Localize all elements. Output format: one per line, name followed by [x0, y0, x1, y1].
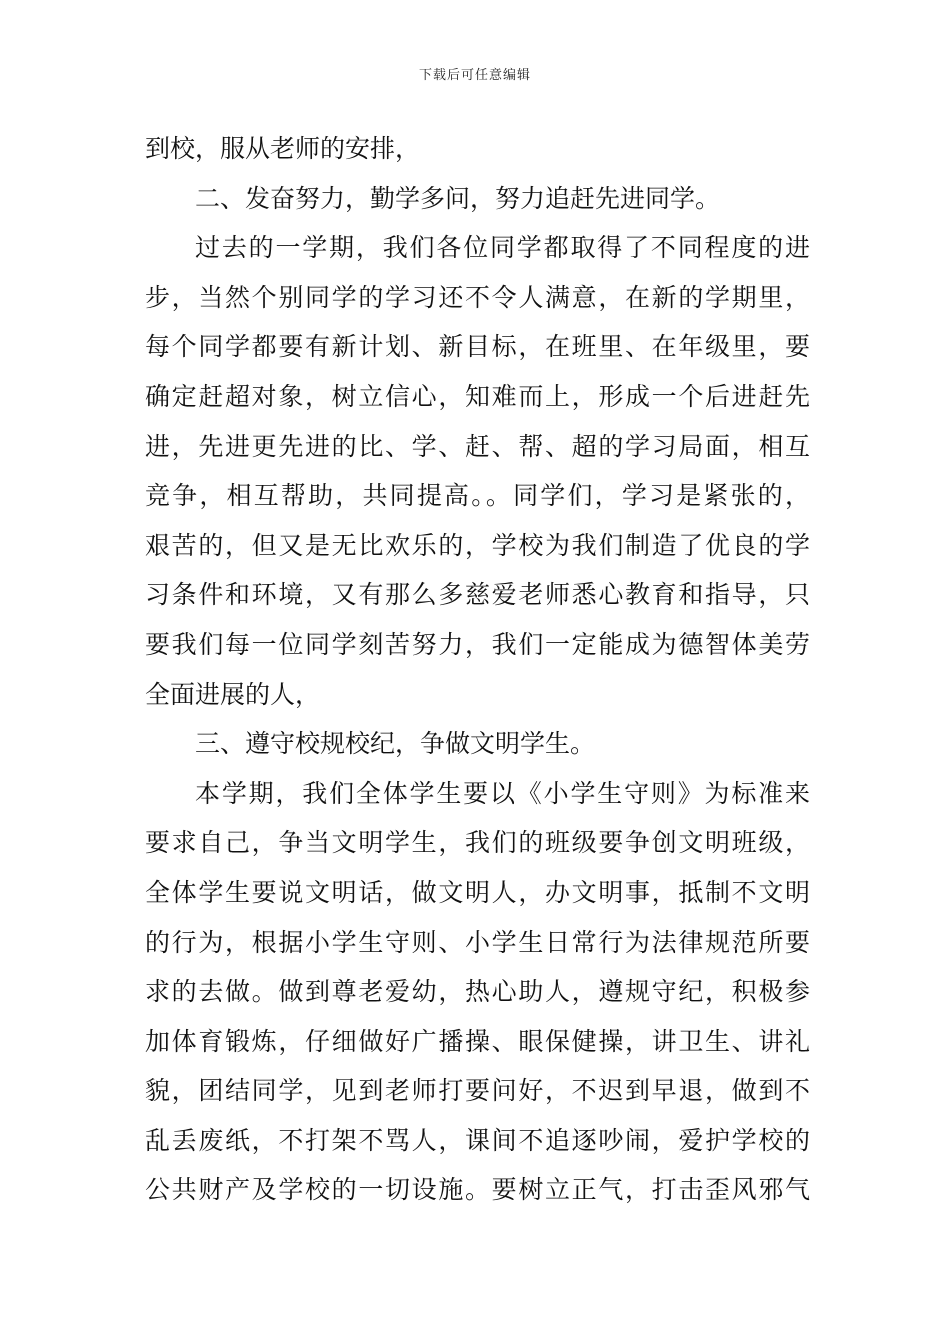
text-line: 二、发奋努力，勤学多问，努力追赶先进同学。: [195, 183, 721, 213]
text-line: 确定赶超对象，树立信心，知难而上，形成一个后进赶先: [145, 381, 810, 411]
text-line: 公共财产及学校的一切设施。要树立正气，打击歪风邪气: [145, 1175, 810, 1205]
text-line: 的行为，根据小学生守则、小学生日常行为法律规范所要: [145, 927, 810, 957]
text-line: 步，当然个别同学的学习还不令人满意，在新的学期里，: [145, 282, 810, 312]
text-line: 过去的一学期，我们各位同学都取得了不同程度的进: [195, 233, 810, 263]
text-line: 本学期，我们全体学生要以《小学生守则》为标准来: [195, 778, 810, 808]
text-line: 进，先进更先进的比、学、赶、帮、超的学习局面，相互: [145, 431, 810, 461]
text-line: 貌，团结同学，见到老师打要问好，不迟到早退，做到不: [145, 1076, 810, 1106]
text-line: 全面进展的人，: [145, 679, 321, 709]
text-line: 全体学生要说文明话，做文明人，办文明事，抵制不文明: [145, 877, 810, 907]
text-line: 每个同学都要有新计划、新目标，在班里、在年级里，要: [145, 332, 810, 362]
text-line: 要求自己，争当文明学生，我们的班级要争创文明班级，: [145, 828, 810, 858]
text-line: 竞争，相互帮助，共同提高。。同学们，学习是紧张的，: [145, 481, 810, 511]
page-header: 下载后可任意编辑: [418, 68, 531, 83]
text-line: 乱丢废纸，不打架不骂人，课间不追逐吵闹，爱护学校的: [145, 1125, 810, 1155]
text-line: 到校，服从老师的安排，: [145, 134, 421, 163]
document-body: [145, 124, 810, 1215]
text-line: 加体育锻炼，仔细做好广播操、眼保健操，讲卫生、讲礼: [145, 1026, 810, 1056]
text-line: 艰苦的，但又是无比欢乐的，学校为我们制造了优良的学: [145, 530, 810, 560]
text-line: 要我们每一位同学刻苦努力，我们一定能成为德智体美劳: [145, 629, 810, 659]
text-line: 三、遵守校规校纪，争做文明学生。: [195, 729, 596, 759]
text-line: 求的去做。做到尊老爱幼，热心助人，遵规守纪，积极参: [145, 977, 810, 1007]
text-line: 习条件和环境，又有那么多慈爱老师悉心教育和指导，只: [145, 580, 810, 610]
